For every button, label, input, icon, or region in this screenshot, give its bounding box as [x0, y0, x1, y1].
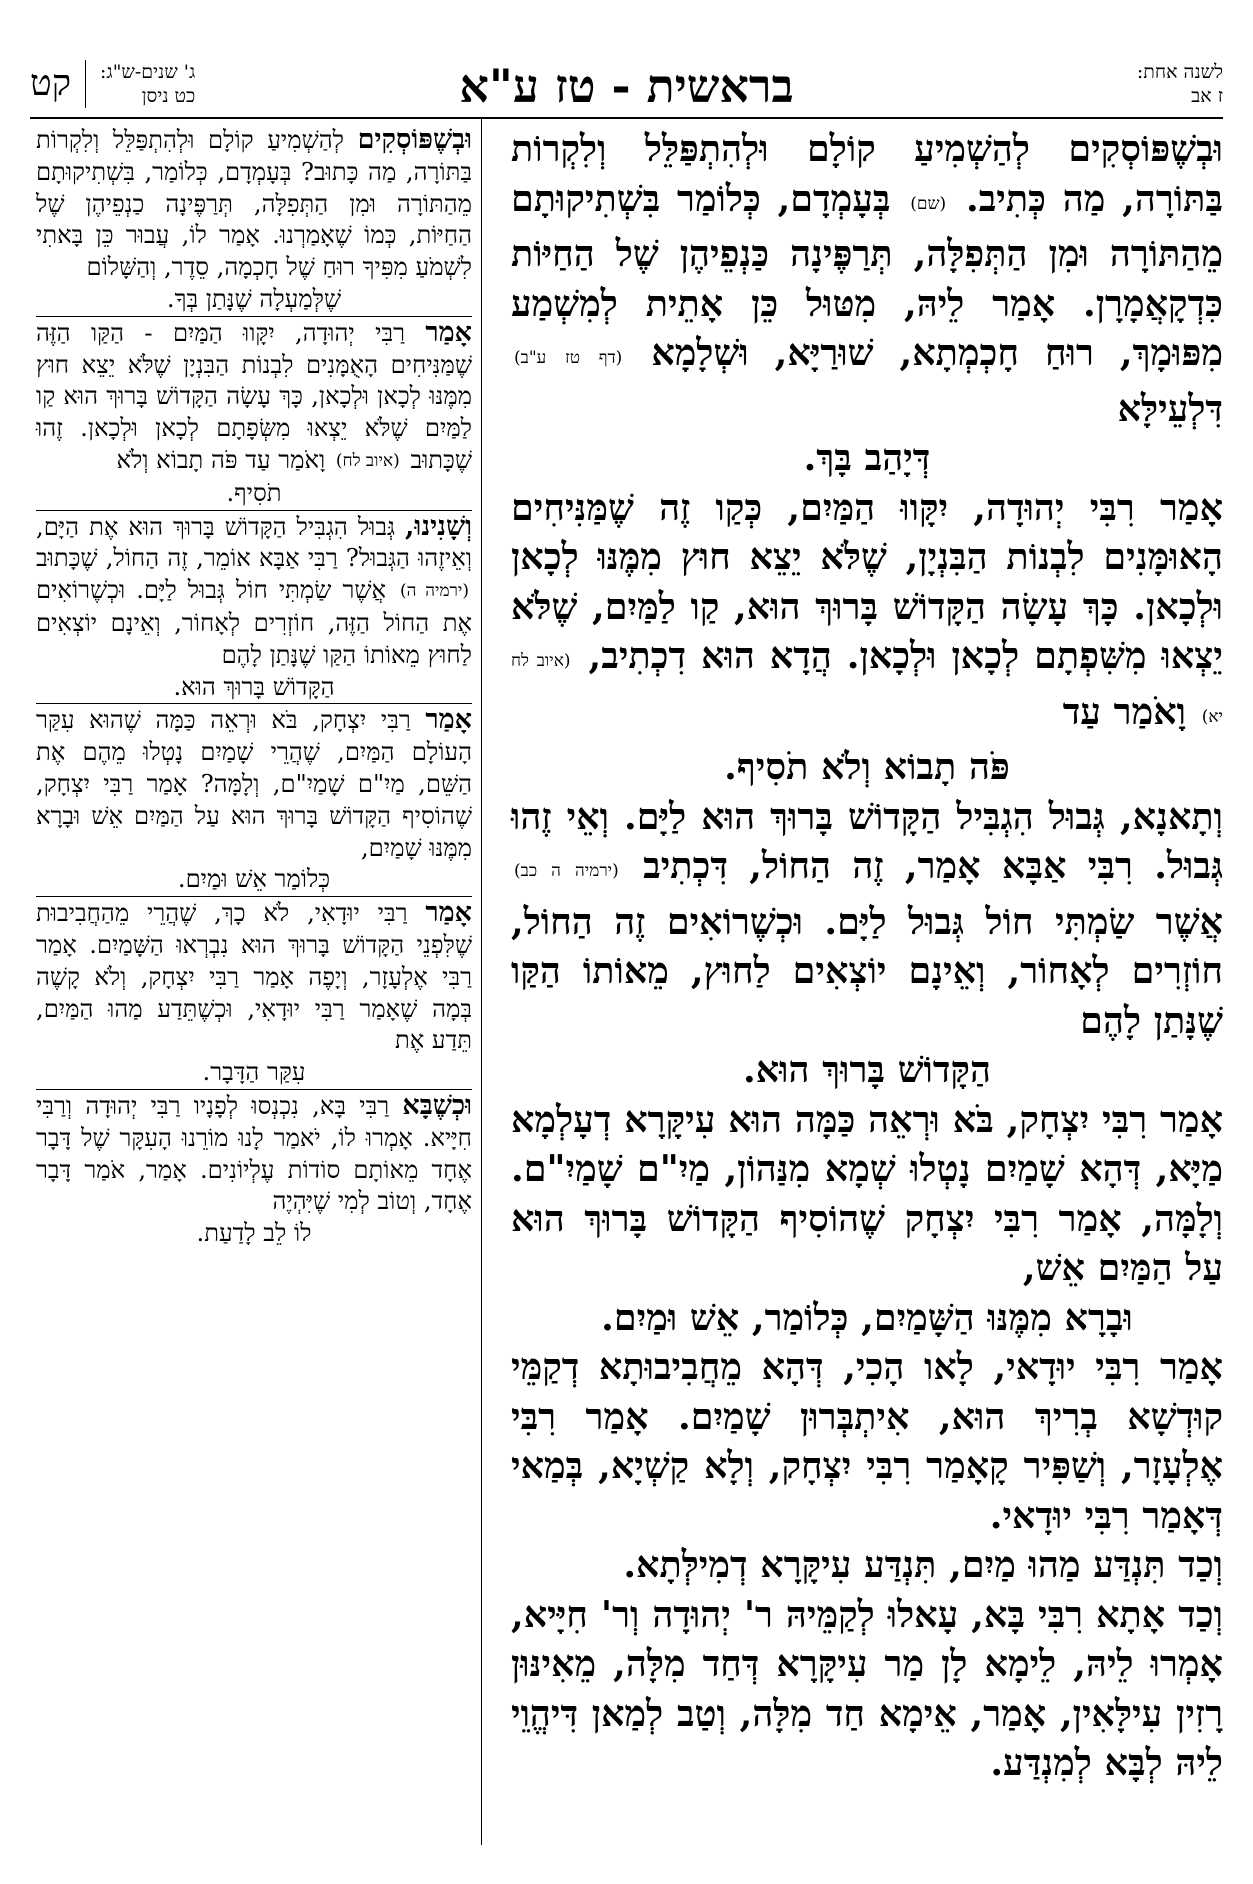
main-paragraph [511, 124, 1223, 433]
source-reference: (איוב לח) [335, 450, 400, 471]
main-paragraph-end: פֹּה תָבוֹא וְלֹא תֹסִיף. [724, 745, 1010, 788]
schedule-three-years [100, 60, 195, 108]
paragraph-lead-word: וּבְשֶׁפּוֹסְקִים [357, 124, 472, 155]
translation-paragraph [36, 703, 472, 864]
paragraph-lead-word: וּכְשֶׁבָּא [402, 1089, 472, 1121]
main-text: דִּלְעֵילָּא [1117, 386, 1223, 430]
main-text: אָמַר רִבִּי יְהוּדָה, יִקָּווּ הַמַּיִם, כְּקַו זֶה שֶׁמַּנִּיחִים הָאוּמָּנִים לִבְנוֹת הַבִּנְיָן, שֶׁלֹּא יֵצֵא חוּץ מִמֶּנּוּ לְכָאן וּלְכָאן. כָּךְ עָשָׂה הַקָּדוֹשׁ בָּרוּךְ הוּא, קַו לַמַּיִם, שֶׁלֹּא יֵצְאוּ מִשִּׁפְתָם לְכָאן וּלְכָאן. הֲדָא הוּא דִכְתִיב, [511, 485, 1223, 677]
source-reference: (ירמיה ה) [400, 581, 469, 602]
page-reference: (דף טז ע"ב) [514, 348, 623, 368]
main-paragraph [511, 792, 1223, 1046]
translation-text: רַבִּי יְהוּדָה, יִקָּווּ הַמַּיִם - הַקַּו הַזֶּה שֶׁמַּנִּיחִים הָאֻמָּנִים לִבְנוֹת הַבִּנְיָן שֶׁלֹּא יֵצֵא חוּץ מִמֶּנּוּ לְכָאן וּלְכָאן, כָּךְ עָשָׂה הַקָּדוֹשׁ בָּרוּךְ הוּא קַו לַמַּיִם שֶׁלֹּא יֵצְאוּ מִשְּׂפָתָם לְכָאן וּלְכָאן. זֶהוּ שֶׁכָּתוּב [36, 318, 472, 474]
translation-paragraph [36, 510, 472, 672]
translation-paragraph-end: תֹסִיף. [226, 478, 282, 507]
paragraph-lead-word: אָמַר [425, 897, 472, 929]
translation-text: וָאֹמַר עַד פֹּה תָבוֹא וְלֹא [116, 445, 333, 474]
schedule-three-years-date: כט ניסן [141, 85, 196, 107]
translation-paragraph-end: עִקַּר הַדָּבָר. [202, 1058, 306, 1087]
main-text-column [511, 124, 1223, 1788]
translation-paragraph-end: שֶׁלְּמַעְלָה שֶׁנָּתַן בְּךָ. [166, 284, 342, 313]
source-reference: (ירמיה ה כב) [514, 861, 619, 881]
main-text: בְּעָמְדָם, כְּלוֹמַר בִּשְׁתִיקוּתָם מֵהַתּוֹרָה וּמִן הַתְּפִלָּה, תְּרַפֶּינָה כַּנְפֵיהֶן שֶׁל הַחַיּוֹת כִּדְקָאֲמָרָן. אָמַר לֵיהּ, מִטּוּל כֵּן אָתֵית לְמִשְׁמַע מִפּוּמָךְ, רוּחַ חָכְמְתָא, שׁוּרַיָּא, וּשְׁלָמָא [511, 176, 1223, 374]
translation-text: גְּבוּל הִגְבִּיל הַקָּדוֹשׁ בָּרוּךְ הוּא אֶת הַיָּם, וְאֵיזֶהוּ הַגְּבוּל? רַבִּי אַבָּא אוֹמֵר, זֶה הַחוֹל, שֶׁכָּתוּב [36, 512, 472, 573]
page-number: קט [30, 60, 86, 108]
page-title: בראשית - טז ע"א [459, 59, 794, 113]
main-paragraph-end: וּבָרָא מִמֶּנּוּ הַשָּׁמַיִם, כְּלוֹמַר, אֵשׁ וּמַיִם. [601, 1295, 1133, 1339]
main-text: וּבְשֶׁפּוֹסְקִים לְהַשְׁמִיעַ קוֹלָם וּלְהִתְפַּלֵּל וְלִקְרוֹת בַּתּוֹרָה, מַה כְּתִיב. [511, 127, 1223, 220]
main-paragraph: אָמַר רִבִּי יִצְחָק, בֹּא וּרְאֵה כַּמָּה הוּא עִיקָּרָא דְעָלְמָא מַיָּא, דְּהָא שָׁמַיִם נָטְלוּ שְׁמָא מִנַּהוֹן, מַיִ"ם שָׁמַיִ"ם. וְלָמָּה, אָמַר רִבִּי יִצְחָק שֶׁהוֹסִיף הַקָּדוֹשׁ בָּרוּךְ הוּא עַל הַמַּיִם אֵשׁ, [511, 1097, 1223, 1289]
translation-paragraph [36, 316, 472, 478]
translation-paragraph [36, 124, 472, 284]
translation-column [36, 124, 472, 1250]
main-paragraph [511, 483, 1223, 743]
translation-text: לְהַשְׁמִיעַ קוֹלָם וּלְהִתְפַּלֵּל וְלִקְרוֹת בַּתּוֹרָה, מַה כָּתוּב? בְּעָמְדָם, כְּלוֹמַר, בִּשְׁתִיקוּתָם מֵהַתּוֹרָה וּמִן הַתְּפִלָּה, תְּרַפֶּינָה כַנְפֵיהֶן שֶׁל הַחַיּוֹת, כְּמוֹ שֶׁאָמַרְנוּ. אָמַר לוֹ, עֲבוּר כֵּן בָּאתִי לִשְׁמֹעַ מִפִּיךָ רוּחַ שֶׁל חָכְמָה, סֵדֶר, וְהַשָּׁלוֹם [36, 126, 472, 282]
schedule-one-year-date: ז אב [1191, 85, 1223, 107]
schedule-one-year-label: לשנה אחת: [1136, 61, 1223, 83]
header-left-block [30, 60, 195, 108]
translation-paragraph [36, 896, 472, 1057]
header-rule [30, 117, 1223, 119]
translation-paragraph [36, 1089, 472, 1218]
paragraph-lead-word: אָמַר [425, 316, 472, 348]
translation-text: אֲשֶׁר שַׂמְתִּי חוֹל גְּבוּל לַיָּם. וּכְשֶׁרוֹאִים אֶת הַחוֹל הַזֶּה, חוֹזְרִים לְאָחוֹר, וְאֵינָם יוֹצְאִים לַחוּץ מֵאוֹתוֹ הַקַּו שֶׁנָּתַן לָהֶם [36, 576, 472, 669]
schedule-three-years-label: ג' שנים-ש"ג: [100, 61, 196, 83]
translation-paragraph-end: הַקָּדוֹשׁ בָּרוּךְ הוּא. [173, 672, 335, 701]
main-paragraph: אָמַר רִבִּי יוּדָאי, לָאו הָכִי, דְּהָא מֵחֲבִיבוּתָא דְקַמֵּי קוּדְשָׁא בְרִיךְ הוּא, אִיתְבְּרוּן שָׁמַיִם. אָמַר רִבִּי אֶלְעָזָר, וְשַׁפִּיר קָאָמַר רִבִּי יִצְחָק, וְלָא קַשְׁיָא, בְּמַאי דְּאָמַר רִבִּי יוּדָאי. [511, 1345, 1223, 1537]
paragraph-lead-word: אָמַר [425, 704, 472, 736]
main-text: וְתָאנָא, גְּבוּל הִגְבִּיל הַקָּדוֹשׁ בָּרוּךְ הוּא לַיָּם. וְאֵי זֶהוּ גְּבוּל. רִבִּי אַבָּא אָמַר, זֶה הַחוֹל, דִּכְתִיב [511, 794, 1223, 887]
translation-text: רַבִּי יִצְחָק, בֹּא וּרְאֵה כַּמָּה שֶׁהוּא עִקַּר הָעוֹלָם הַמַּיִם, שֶׁהֲרֵי שָׁמַיִם נָטְלוּ מֵהֶם אֶת הַשֵּׁם, מַיִ"ם שָׁמַיִ"ם, וְלָמָּה? אָמַר רַבִּי יִצְחָק, שֶׁהוֹסִיף הַקָּדוֹשׁ בָּרוּךְ הוּא עַל הַמַּיִם אֵשׁ וּבָרָא מִמֶּנּוּ שָׁמַיִם, [36, 706, 472, 862]
translation-paragraph-end: כְּלוֹמַר אֵשׁ וּמַיִם. [177, 865, 331, 894]
source-reference: (איוב לח יא) [511, 651, 1223, 727]
main-text: וָאֹמַר עַד [1062, 689, 1199, 733]
translation-text: רַבִּי יוּדָאִי, לֹא כָךְ, שֶׁהֲרֵי מֵהַחֲבִיבוּת שֶׁלִּפְנֵי הַקָּדוֹשׁ בָּרוּךְ הוּא נִבְרְאוּ הַשָּׁמַיִם. אָמַר רַבִּי אֶלְעָזָר, וְיָפֶה אָמַר רַבִּי יִצְחָק, וְלֹא קָשֶׁה בְּמָה שֶׁאָמַר רַבִּי יוּדָאִי, וּכְשֶׁתֵּדַע מַהוּ הַמַּיִם, תֵּדַע אֶת [36, 899, 472, 1055]
main-paragraph: וְכַד אָתָא רִבִּי בָּא, עָאלוּ לְקַמֵּיהּ ר' יְהוּדָה וְר' חִיָּיא, אָמְרוּ לֵיהּ, לֵימָא לָן מַר עִיקָּרָא דְּחַד מִלָּה, מֵאִינּוּן רָזִין עִילָּאִין, אָמַר, אֵימָא חַד מִלָּה, וְטַב לְמַאן דִּיהֱוֵי לֵיהּ לְבָּא לְמִנְדַּע. [511, 1592, 1223, 1784]
column-divider [481, 117, 482, 1845]
paragraph-lead-word: וְשָׁנִינוּ, [405, 510, 472, 542]
main-paragraph-end: הַקָּדוֹשׁ בָּרוּךְ הוּא. [743, 1048, 991, 1091]
translation-text: רַבִּי בָּא, נִכְנְסוּ לְפָנָיו רַבִּי יְהוּדָה וְרַבִּי חִיָּיא. אָמְרוּ לוֹ, יֹאמַר לָנוּ מוֹרֵנוּ הָעִקָּר שֶׁל דָּבָר אֶחָד מֵאוֹתָם סוֹדוֹת עֶלְיוֹנִים. אָמַר, אֹמַר דָּבָר אֶחָד, וְטוֹב לְמִי שֶׁיִּהְיֶה [36, 1091, 472, 1216]
main-paragraph: וְכַד תִּנְדַּע מַהוּ מַיִם, תִּנְדַּע עִיקָּרָא דְמִילְּתָא. [623, 1543, 1223, 1586]
main-paragraph-end: דְּיָהַב בָּךְ. [803, 436, 931, 479]
translation-paragraph-end: לוֹ לֵב לָדַעַת. [196, 1219, 312, 1248]
source-reference: (שם) [910, 193, 947, 214]
main-text: אֲשֶׁר שַׂמְתִּי חוֹל גְּבוּל לַיָּם. וּכְשֶׁרוֹאִים זֶה הַחוֹל, חוֹזְרִים לְאָחוֹר, וְאֵינָם יוֹצְאִים לַחוּץ, מֵאוֹתוֹ הַקַּו שֶׁנָּתַן לָהֶם [511, 899, 1223, 1042]
